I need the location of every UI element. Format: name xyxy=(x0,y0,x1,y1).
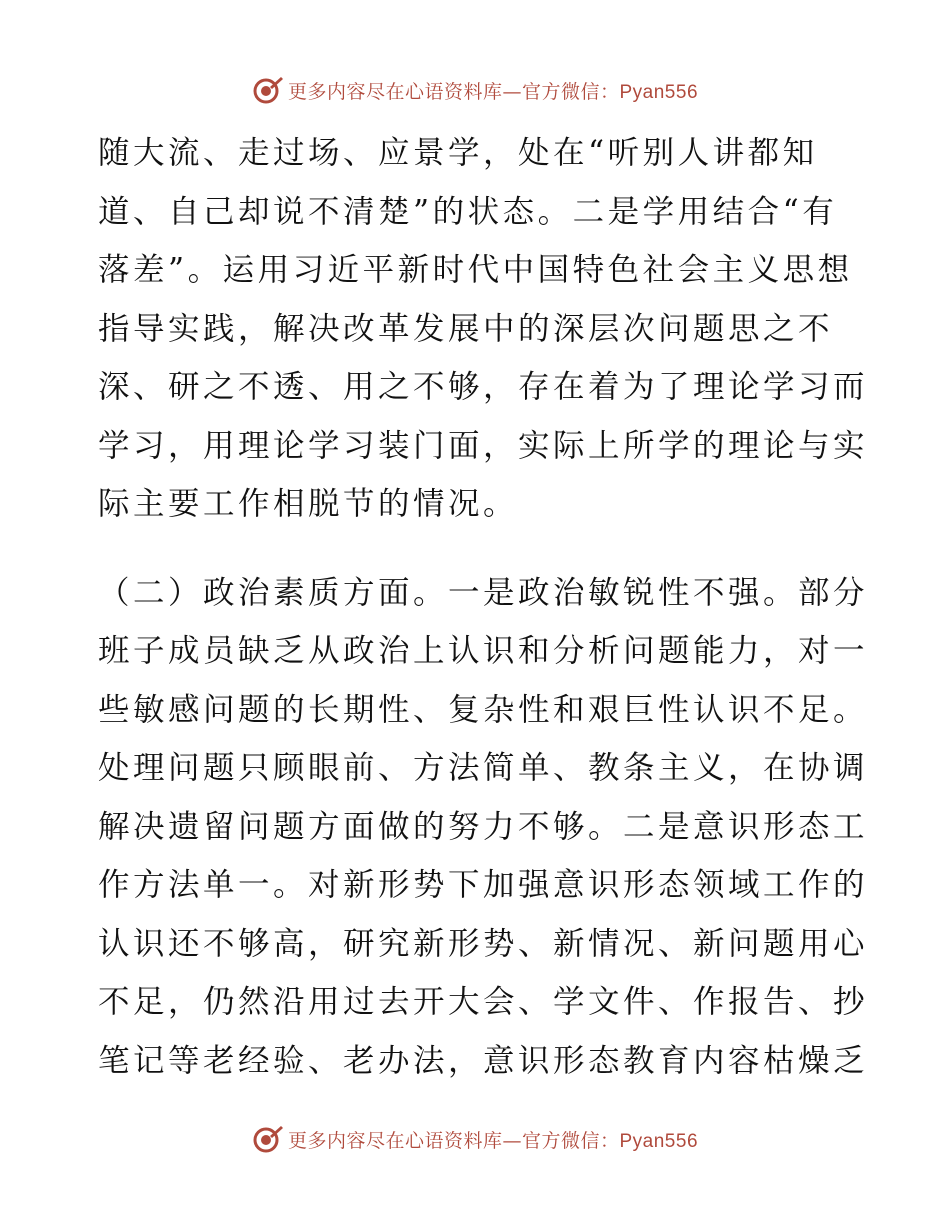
text-line: 认识还不够高，研究新形势、新情况、新问题用心 xyxy=(98,925,869,962)
paragraph xyxy=(98,124,869,534)
text-line: 解决遗留问题方面做的努力不够。二是意识形态工 xyxy=(98,808,869,845)
text-line: 指导实践，解决改革发展中的深层次问题思之不 xyxy=(98,310,834,347)
text-line: 落差”。运用习近平新时代中国特色社会主义思想 xyxy=(98,252,853,288)
pen-seal-icon xyxy=(252,1123,284,1155)
text-line: 不足，仍然沿用过去开大会、学文件、作报告、抄 xyxy=(98,984,869,1020)
text-line: （二）政治素质方面。一是政治敏锐性不强。部分 xyxy=(98,574,869,611)
text-line: 班子成员缺乏从政治上认识和分析问题能力，对一 xyxy=(98,633,869,669)
paragraph xyxy=(98,564,869,1149)
header-banner xyxy=(0,70,950,110)
banner-text: 更多内容尽在心语资料库—官方微信：Pyan556 xyxy=(287,1129,699,1152)
text-line: 笔记等老经验、老办法，意识形态教育内容枯燥乏 xyxy=(98,1042,869,1079)
text-line: 处理问题只顾眼前、方法简单、教条主义，在协调 xyxy=(98,750,869,786)
text-line: 际主要工作相脱节的情况。 xyxy=(98,486,519,522)
paragraph-gap xyxy=(98,534,858,564)
banner-text: 更多内容尽在心语资料库—官方微信：Pyan556 xyxy=(287,80,699,103)
text-line: 作方法单一。对新形势下加强意识形态领域工作的 xyxy=(98,867,869,903)
banner-wechat-id: Pyan556 xyxy=(619,81,699,103)
document-body xyxy=(98,124,869,1149)
banner-wechat-id: Pyan556 xyxy=(619,1130,699,1152)
text-line: 道、自己却说不清楚”的状态。二是学用结合“有 xyxy=(98,193,838,230)
text-line: 随大流、走过场、应景学，处在“听别人讲都知 xyxy=(98,135,818,171)
text-line: 深、研之不透、用之不够，存在着为了理论学习而 xyxy=(98,369,869,405)
text-line: 些敏感问题的长期性、复杂性和艰巨性认识不足。 xyxy=(98,691,869,728)
text-line: 学习，用理论学习装门面，实际上所学的理论与实 xyxy=(98,427,869,464)
footer-banner xyxy=(0,1119,950,1159)
pen-seal-icon xyxy=(252,74,284,106)
